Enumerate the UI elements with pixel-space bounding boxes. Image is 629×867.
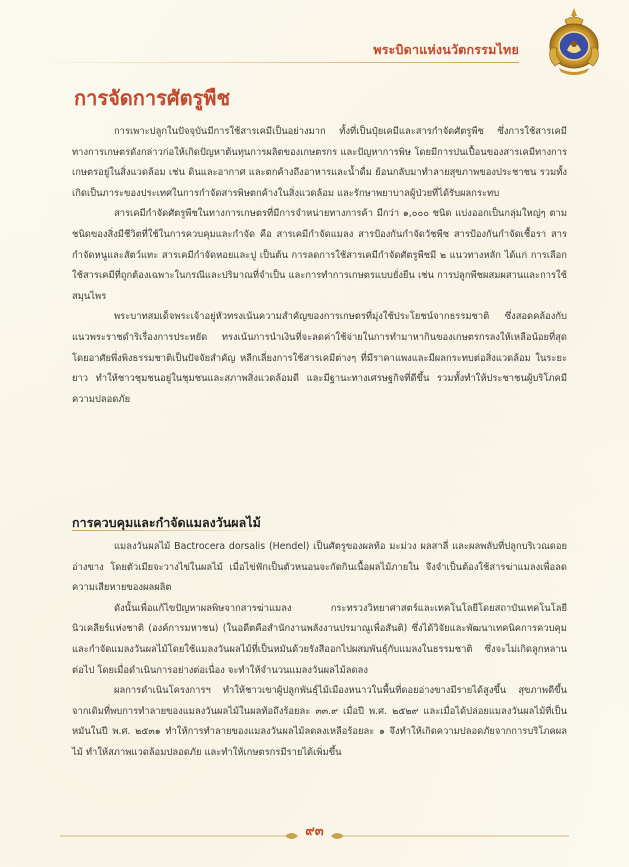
page-number: ๙๓ (305, 824, 324, 839)
paragraph: ดังนั้นเพื่อแก้ไขปัญหาผลพิษจากสารฆ่าแมลง กระทรวงวิทยาศาสตร์และเทคโนโลยีโดยสถาบันเทคโนโลยีนิวเคลียร์แห่งชาติ (องค์การมหาชน) (ในอดีตคือสำนักงานพลังงานปรมาณูเพื่อสันติ) ซึ่งได้วิจัยและพัฒนาเทคนิคการควบคุมและกำจัดแมลงวันผลไม้โดยใช้แมลงวันผลไม้ที่เป็นหมันด้วยรังสีออกไปผสมพันธุ์กับแมลงในธรรมชาติ ซึ่งจะไม่เกิดลูกหลานต่อไป โดยเมื่อดำเนินการอย่างต่อเนื่อง จะทำให้จำนวนแมลงวันผลไม้ลดลง (72, 602, 567, 676)
paragraph: ผลการดำเนินโครงการฯ ทำให้ชาวเขาผู้ปลูกพันธุ์ไม้เมืองหนาวในพื้นที่ดอยอ่างขางมีรายได้สูงขึ้น สุขภาพดีขึ้น จากเดิมที่พบการทำลายของแมลงวันผลไม้ในผลท้อถึงร้อยละ ๓๓.๙ เมื่อปี พ.ศ. ๒๕๒๙ และเมื่อได้ปล่อยแมลงวันผลไม้ที่เป็นหมันในปี พ.ศ. ๒๕๓๑ ทำให้การทำลายของแมลงวันผลไม้ลดลงเหลือร้อยละ ๑ จึงทำให้เกิดความปลอดภัยจากการบริโภคผลไม้ ทำให้สภาพแวดล้อมปลอดภัย และทำให้เกษตรกรมีรายได้เพิ่มขึ้น (72, 685, 567, 758)
running-header: พระบิดาแห่งนวัตกรรมไทย (373, 42, 519, 57)
paragraph: การเพาะปลูกในปัจจุบันมีการใช้สารเคมีเป็นอย่างมาก ทั้งที่เป็นปุ๋ยเคมีและสารกำจัดศัตรูพืช ซึ่งการใช้สารเคมีทางการเกษตรดังกล่าวก่อให้เกิดปัญหาต้นทุนการผลิตของเกษตรกร และปัญหาการพิษ โดยมีการปนเปื้อนของสารเคมีทางการเกษตรอยู่ในสิ่งแวดล้อม เช่น ดินและอากาศ และตกค้างถึงอาหารและน้ำดื่ม ย้อนกลับมาทำลายสุขภาพของประชาชน รวมทั้งเกิดเป็นภาระของประเทศในการกำจัดสารพิษตกค้างในสิ่งแวดล้อม และรักษาพยาบาลผู้ป่วยที่ได้รับผลกระทบ (72, 126, 567, 199)
royal-emblem-icon (541, 6, 607, 78)
header-rule (30, 62, 519, 63)
paragraph: สารเคมีกำจัดศัตรูพืชในทางการเกษตรที่มีการจำหน่ายทางการค้า มีกว่า ๑,๐๐๐ ชนิด แบ่งออกเป็นกลุ่มใหญ่ๆ ตามชนิดของสิ่งมีชีวิตที่ใช้ในการควบคุมและกำจัด คือ สารเคมีกำจัดแมลง สารป้องกันกำจัดวัชพืช สารป้องกันกำจัดเชื้อรา สารกำจัดหนูและสัตว์แทะ สารเคมีกำจัดหอยและปู เป็นต้น การลดการใช้สารเคมีกำจัดศัตรูพืชมี ๒ แนวทางหลัก ได้แก่ การเลือกใช้สารเคมีที่ถูกต้องเฉพาะในกรณีและปริมาณที่จำเป็น และการทำการเกษตรแบบยั่งยืน เช่น การปลูกพืชผสมผสานและการใช้สมุนไพร (72, 208, 567, 302)
paragraph: แมลงวันผลไม้ Bactrocera dorsalis (Hendel) เป็นศัตรูของผลท้อ มะม่วง ผลสาลี่ และผลพลับที่ปลูกบริเวณดอยอ่างขาง โดยตัวเมียจะวางไข่ในผลไม้ เมื่อไข่ฟักเป็นตัวหนอนจะกัดกินเนื้อผลไม้ภายใน จึงจำเป็นต้องใช้สารฆ่าแมลงเพื่อลดความเสียหายของผลผลิต (72, 541, 567, 594)
section-body (72, 122, 567, 410)
paragraph: พระบาทสมเด็จพระเจ้าอยู่หัวทรงเน้นความสำคัญของการเกษตรที่มุ่งใช้ประโยชน์จากธรรมชาติ ซึ่งสอดคล้องกับแนวพระราชดำริเรื่องการประหยัด ทรงเน้นการนำเงินที่จะลดค่าใช้จ่ายในการทำมาหากินของเกษตรกรลงให้เหลือน้อยที่สุด โดยอาศัยพึ่งพิงธรรมชาติเป็นปัจจัยสำคัญ หลีกเลี่ยงการใช้สารเคมีต่างๆ ที่มีราคาแพงและมีผลกระทบต่อสิ่งแวดล้อม ในระยะยาว ทำให้ชาวชุมชนอยู่ในชุมชนและสภาพสิ่งแวดล้อมดี และมีฐานะทางเศรษฐกิจที่ดีขึ้น รวมทั้งทำให้ประชาชนผู้บริโภคมีความปลอดภัย (72, 311, 567, 405)
subsection-rule (72, 530, 272, 531)
section-title: การจัดการศัตรูพืช (74, 86, 231, 110)
subsection-title: การควบคุมและกำจัดแมลงวันผลไม้ (72, 515, 261, 530)
subsection-body (72, 537, 567, 764)
